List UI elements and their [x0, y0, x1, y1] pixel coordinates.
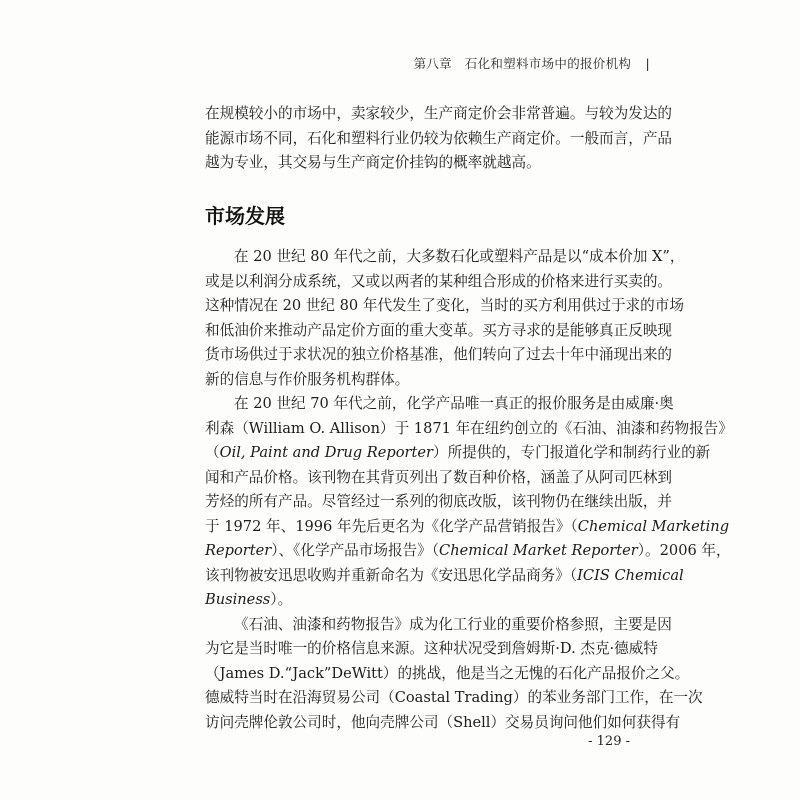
body-text: [205, 245, 733, 735]
text-line: 《石油、油漆和药物报告》成为化工行业的重要价格参照，主要是因: [234, 615, 672, 633]
text-line: 在 20 世纪 80 年代之前，大多数石化或塑料产品是以“成本价加 X”，: [234, 248, 685, 265]
text-line: 在 20 世纪 70 年代之前，化学产品唯一真正的报价服务是由威廉·奥: [234, 395, 674, 412]
text-line: 芳烃的所有产品。尽管经过一系列的彻底改版，该刊物仍在继续出版，并: [205, 493, 673, 510]
text-line: 能源市场不同，石化和塑料行业仍较为依赖生产商定价。一般而言，产品: [205, 129, 673, 147]
section-title: 市场发展: [205, 204, 285, 228]
text-line: 这种情况在 20 世纪 80 年代发生了变化，当时的买方利用供过于求的市场: [205, 297, 684, 314]
text-line: 货市场供过于求状况的独立价格基准，他们转向了过去十年中涌现出来的: [205, 346, 673, 363]
chapter-title: 石化和塑料市场中的报价机构: [464, 56, 632, 71]
text-line: 新的信息与作价服务机构群体。: [205, 370, 410, 388]
text-line: 该刊物被安迅思收购并重新命名为《安迅思化学品商务》（ICIS Chemical: [205, 566, 684, 584]
text-line: 于 1972 年、1996 年先后更名为《化学产品营销报告》（Chemical Marketing: [205, 517, 730, 535]
page-number: - 129 -: [588, 734, 630, 749]
running-header: [414, 54, 650, 72]
text-line: Reporter）、《化学产品市场报告》（Chemical Market Reporter）。2006 年，: [205, 542, 731, 559]
text-line: 为它是当时唯一的价格信息来源。这种状况受到詹姆斯·D. 杰克·德威特: [205, 640, 658, 657]
text-line: 德威特当时在沿海贸易公司（Coastal Trading）的苯业务部门工作，在一次: [205, 689, 703, 706]
text-line: 访问壳牌伦敦公司时，他向壳牌公司（Shell）交易员询问他们如何获得有: [205, 713, 681, 731]
text-line: 在规模较小的市场中，卖家较少，生产商定价会非常普遍。与较为发达的: [205, 105, 673, 122]
text-line: （Oil, Paint and Drug Reporter）所提供的，专门报道化学和制药行业的新: [205, 444, 711, 461]
chapter-number: 第八章: [413, 56, 452, 71]
text-line: 利森（William O. Allison）于 1871 年在纽约创立的《石油、油漆和药物报告》: [205, 419, 733, 437]
text-line: （James D.“Jack”DeWitt）的挑战，他是当之无愧的石化产品报价之父。: [205, 664, 690, 682]
header-separator: |: [645, 56, 650, 71]
text-line: 或是以利润分成系统，又或以两者的某种组合形成的价格来进行买卖的。: [205, 272, 673, 290]
text-line: 越为专业，其交易与生产商定价挂钩的概率就越高。: [205, 154, 541, 171]
text-line: 闻和产品价格。该刊物在其背页列出了数百种价格，涵盖了从阿司匹林到: [205, 468, 673, 486]
text-line: Business）。: [205, 591, 293, 608]
intro-paragraph: [205, 102, 673, 176]
text-line: 和低油价来推动产品定价方面的重大变革。买方寻求的是能够真正反映现: [205, 321, 673, 339]
